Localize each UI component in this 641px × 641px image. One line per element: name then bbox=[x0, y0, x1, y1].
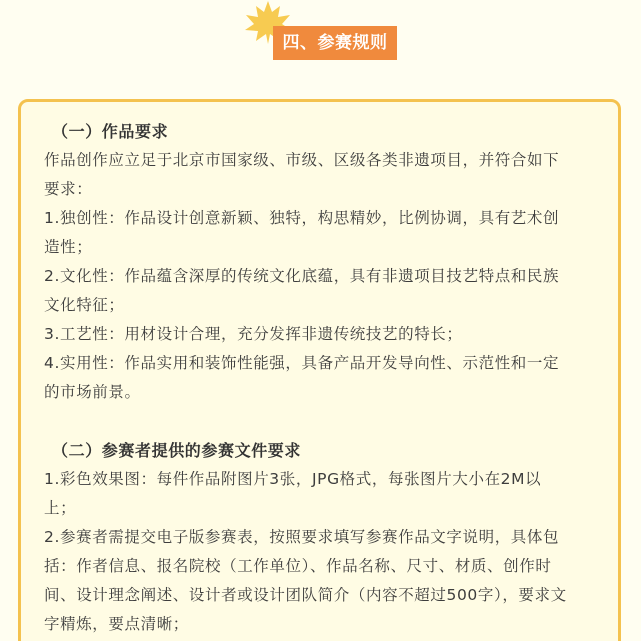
text-line: 要求： bbox=[44, 180, 93, 198]
section-heading-file-requirements: （二）参赛者提供的参赛文件要求 bbox=[52, 441, 302, 460]
section-header bbox=[0, 0, 641, 90]
text-line: 造性； bbox=[44, 238, 93, 256]
section-heading-work-requirements: （一）作品要求 bbox=[52, 122, 169, 141]
text-line: 3.工艺性：用材设计合理，充分发挥非遗传统技艺的特长； bbox=[44, 325, 463, 343]
text-line: 间、设计理念阐述、设计者或设计团队简介（内容不超过500字），要求文 bbox=[44, 586, 567, 604]
text-line: 的市场前景。 bbox=[44, 383, 141, 401]
section-spacer bbox=[44, 407, 604, 436]
section-title-badge: 四、参赛规则 bbox=[273, 26, 397, 60]
text-line: 2.文化性：作品蕴含深厚的传统文化底蕴，具有非遗项目技艺特点和民族 bbox=[44, 267, 560, 285]
text-line: 1.彩色效果图：每件作品附图片3张，JPG格式，每张图片大小在2M以 bbox=[44, 470, 542, 488]
text-line: 括：作者信息、报名院校（工作单位）、作品名称、尺寸、材质、创作时 bbox=[44, 557, 552, 575]
text-line: 上； bbox=[44, 499, 77, 517]
text-line: 文化特征； bbox=[44, 296, 125, 314]
text-line: 2.参赛者需提交电子版参赛表，按照要求填写参赛作品文字说明，具体包 bbox=[44, 528, 560, 546]
text-line: 4.实用性：作品实用和装饰性能强，具备产品开发导向性、示范性和一定 bbox=[44, 354, 560, 372]
text-line: 1.独创性：作品设计创意新颖、独特，构思精妙，比例协调，具有艺术创 bbox=[44, 209, 560, 227]
rules-content bbox=[44, 117, 604, 639]
text-line: 作品创作应立足于北京市国家级、市级、区级各类非遗项目，并符合如下 bbox=[44, 151, 560, 169]
text-line: 字精炼，要点清晰； bbox=[44, 615, 189, 633]
